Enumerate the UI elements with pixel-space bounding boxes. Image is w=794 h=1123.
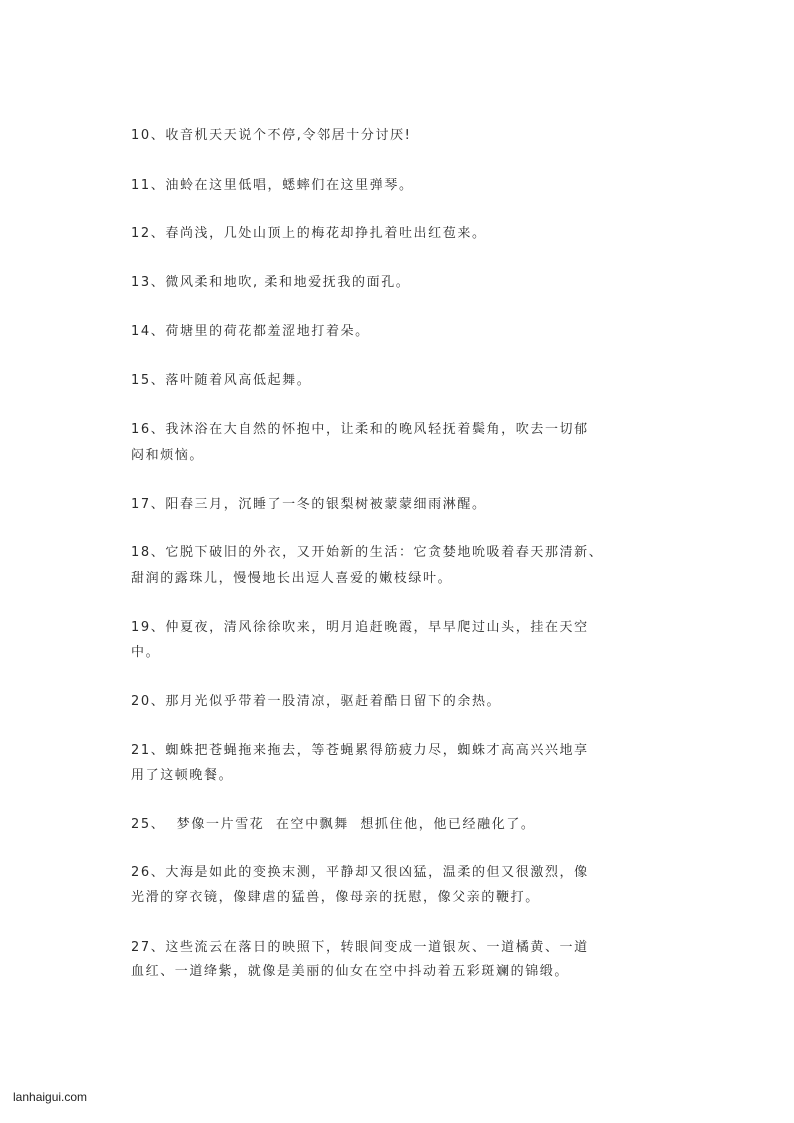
paragraph-19-line-1: 19、仲夏夜，清风徐徐吹来，明月追赶晚霞，早早爬过山头，挂在天空 [131, 620, 589, 635]
paragraph-21-line-1: 21、蜘蛛把苍蝇拖来拖去，等苍蝇累得筋疲力尽，蜘蛛才高高兴兴地享 [131, 743, 589, 758]
paragraph-16-line-1: 16、我沐浴在大自然的怀抱中，让柔和的晚风轻抚着鬓角，吹去一切郁 [131, 422, 589, 437]
paragraph-21-line-2: 用了这顿晚餐。 [131, 768, 234, 783]
paragraph-18-line-2: 甜润的露珠儿，慢慢地长出逗人喜爱的嫩枝绿叶。 [131, 571, 453, 586]
paragraph-19-line-2: 中。 [131, 645, 161, 660]
paragraph-13-line-1: 13、微风柔和地吹, 柔和地爱抚我的面孔。 [131, 275, 411, 290]
paragraph-20-line-1: 20、那月光似乎带着一股清凉，驱赶着酷日留下的余热。 [131, 694, 502, 709]
paragraph-17-line-1: 17、阳春三月，沉睡了一冬的银梨树被蒙蒙细雨淋醒。 [131, 497, 487, 512]
paragraph-27-line-1: 27、这些流云在落日的映照下，转眼间变成一道银灰、一道橘黄、一道 [131, 940, 589, 955]
paragraph-16-line-2: 闷和烦恼。 [131, 448, 205, 463]
paragraph-12-line-1: 12、春尚浅，几处山顶上的梅花却挣扎着吐出红苞来。 [131, 226, 487, 241]
paragraph-27-line-2: 血红、一道绛紫，就像是美丽的仙女在空中抖动着五彩斑斓的锦缎。 [131, 964, 570, 979]
paragraph-15-line-1: 15、落叶随着风高低起舞。 [131, 373, 312, 388]
paragraph-26-line-2: 光滑的穿衣镜，像肆虐的猛兽，像母亲的抚慰，像父亲的鞭打。 [131, 890, 540, 905]
paragraph-26-line-1: 26、大海是如此的变换末测，平静却又很凶猛，温柔的但又很激烈，像 [131, 865, 589, 880]
paragraph-25-line-1: 25、 梦像一片雪花 在空中飘舞 想抓住他，他已经融化了。 [131, 817, 536, 832]
paragraph-14-line-1: 14、荷塘里的荷花都羞涩地打着朵。 [131, 324, 370, 339]
paragraph-18-line-1: 18、它脱下破旧的外衣，又开始新的生活：它贪婪地吮吸着春天那清新、 [131, 545, 604, 560]
paragraph-11-line-1: 11、油蛉在这里低唱，蟋蟀们在这里弹琴。 [131, 178, 414, 193]
paragraph-10-line-1: 10、收音机天天说个不停,令邻居十分讨厌! [131, 128, 412, 143]
footer-site-url: lanhaigui.com [13, 1090, 88, 1104]
